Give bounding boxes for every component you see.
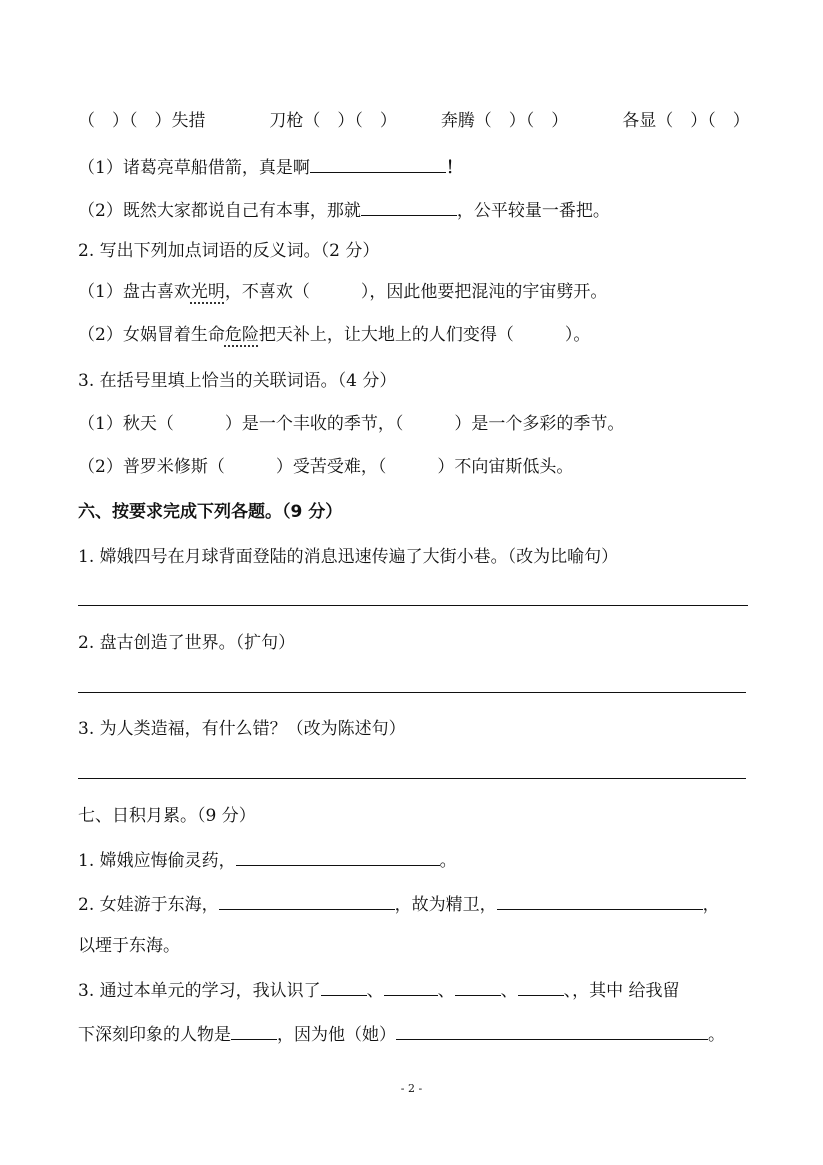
sentence-text: 把天补上，让大地上的人们变得（ ）。 <box>258 325 591 345</box>
question-3-sentence-1: （1）秋天（ ）是一个丰收的季节，（ ）是一个多彩的季节。 <box>78 414 625 434</box>
sentence-text: ，故为精卫， <box>394 895 497 915</box>
answer-blank[interactable] <box>321 977 367 996</box>
idiom-4: 各显（ ）（ ） <box>622 111 750 131</box>
answer-blank[interactable] <box>455 977 501 996</box>
section-6-q2: 2. 盘古创造了世界。（扩句） <box>78 633 296 653</box>
sentence-text: 1. 嫦娥应悔偷灵药， <box>78 851 236 871</box>
answer-blank[interactable] <box>497 891 703 910</box>
section-7-q2 <box>78 891 720 917</box>
answer-blank[interactable] <box>361 197 457 216</box>
answer-blank[interactable] <box>236 847 440 866</box>
sentence-text: 2. 女娃游于东海， <box>78 895 219 915</box>
dotted-word: 光明 <box>190 282 225 302</box>
answer-blank[interactable] <box>384 977 438 996</box>
sentence-text: 3. 通过本单元的学习，我认识了 <box>78 981 321 1001</box>
sentence-text: （2）既然大家都说自己有本事，那就 <box>78 201 361 221</box>
section-7-title: 七、日积月累。（9 分） <box>78 806 256 826</box>
question-2-title: 2. 写出下列加点词语的反义词。（2 分） <box>78 241 380 261</box>
sentence-text: 下深刻印象的人物是 <box>78 1025 231 1045</box>
section-7-q1 <box>78 847 457 873</box>
answer-blank[interactable] <box>231 1021 277 1040</box>
question-3-sentence-2: （2）普罗米修斯（ ）受苦受难，（ ）不向宙斯低头。 <box>78 457 574 477</box>
section-6-title: 六、按要求完成下列各题。（9 分） <box>78 502 343 522</box>
separator: 、 <box>500 981 518 1001</box>
section-6-q1: 1. 嫦娥四号在月球背面登陆的消息迅速传遍了大街小巷。（改为比喻句） <box>78 547 619 567</box>
question-3-title: 3. 在括号里填上恰当的关联词语。（4 分） <box>78 371 397 391</box>
sentence-end: 。 <box>708 1025 725 1045</box>
sentence-text: 、，其中 给我留 <box>563 981 680 1001</box>
section-6-q3: 3. 为人类造福，有什么错？（改为陈述句） <box>78 719 406 739</box>
answer-line[interactable] <box>78 605 748 606</box>
separator: 、 <box>366 981 384 1001</box>
fill-sentence-1 <box>78 154 463 180</box>
sentence-text: （1）盘古喜欢 <box>78 282 191 302</box>
idiom-3: 奔腾（ ）（ ） <box>440 111 569 131</box>
sentence-end: 。 <box>439 851 457 871</box>
answer-blank[interactable] <box>310 154 446 173</box>
sentence-end: ， <box>702 895 720 915</box>
sentence-text: （1）诸葛亮草船借箭，真是啊 <box>78 158 310 178</box>
page-number: - 2 - <box>400 1082 423 1095</box>
sentence-text: （2）女娲冒着生命 <box>78 325 225 345</box>
idiom-fill-row <box>78 109 750 133</box>
dotted-word: 危险 <box>224 325 259 345</box>
separator: 、 <box>437 981 455 1001</box>
fill-sentence-2 <box>78 197 610 223</box>
question-2-sentence-2 <box>78 323 590 347</box>
sentence-end: ！ <box>445 158 463 178</box>
sentence-end: ，公平较量一番把。 <box>456 201 610 221</box>
sentence-text: ，不喜欢（ ），因此他要把混沌的宇宙劈开。 <box>224 282 608 302</box>
answer-blank[interactable] <box>219 891 395 910</box>
answer-blank[interactable] <box>396 1021 708 1040</box>
idiom-1: （ ）（ ）失措 <box>78 111 206 131</box>
answer-line[interactable] <box>78 778 746 779</box>
answer-blank[interactable] <box>518 977 564 996</box>
section-7-q3 <box>78 977 680 1003</box>
section-7-q3-line2 <box>78 1021 725 1047</box>
sentence-text: ，因为他（她） <box>277 1025 396 1045</box>
question-2-sentence-1 <box>78 280 607 304</box>
idiom-2: 刀枪（ ）（ ） <box>269 111 397 131</box>
answer-line[interactable] <box>78 692 746 693</box>
section-7-q2-line2: 以堙于东海。 <box>78 936 180 956</box>
